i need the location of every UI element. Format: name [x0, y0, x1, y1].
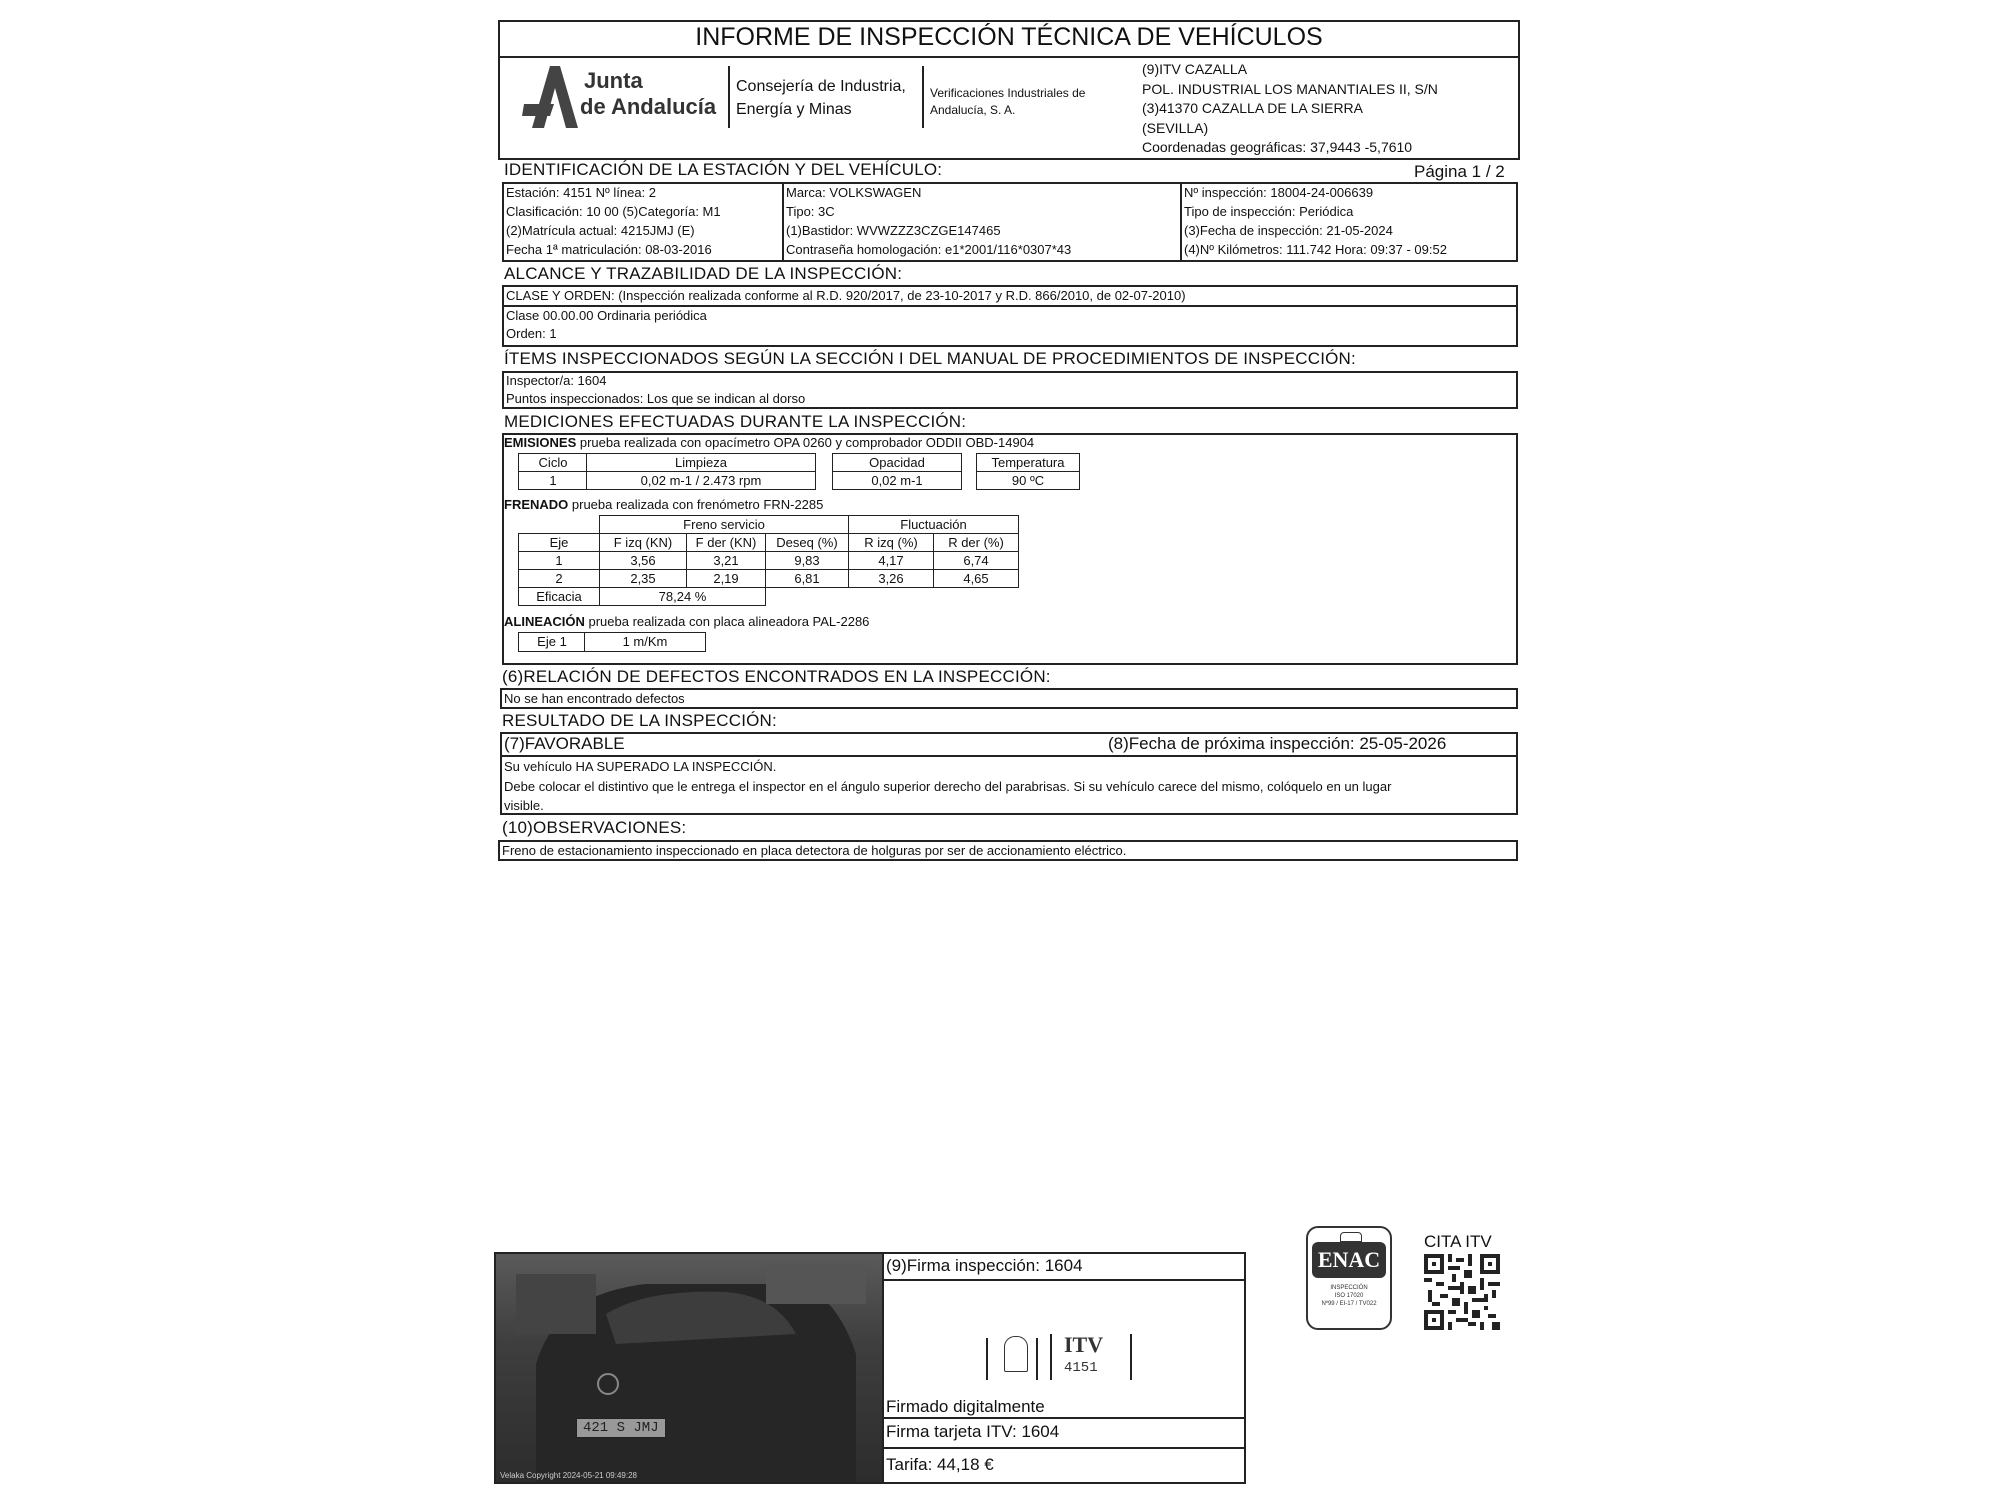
emisiones-text: prueba realizada con opacímetro OPA 0260 y comprobador ODDII OBD-14904: [576, 435, 1035, 450]
id-field: Nº inspección: 18004-24-006639: [1184, 185, 1374, 200]
id-col-divider-2: [1180, 182, 1182, 262]
car-rear-icon: [496, 1254, 884, 1484]
title-divider: [500, 56, 1518, 58]
brake-cell: 3,56: [600, 552, 687, 570]
eficacia-label: Eficacia: [519, 588, 600, 606]
brake-table: [518, 515, 1019, 606]
defects-heading: (6)RELACIÓN DE DEFECTOS ENCONTRADOS EN LA INSPECCIÓN:: [502, 667, 1051, 686]
license-plate: 421 S JMJ: [576, 1418, 666, 1438]
brake-cell: 2: [519, 570, 600, 588]
id-field: (4)Nº Kilómetros: 111.742 Hora: 09:37 - 09:52: [1184, 242, 1447, 257]
emis-value-opacidad: 0,02 m-1: [832, 471, 962, 490]
report-title: INFORME DE INSPECCIÓN TÉCNICA DE VEHÍCULOS: [695, 23, 1323, 51]
tarifa: Tarifa: 44,18 €: [886, 1455, 994, 1474]
stamp-seal-icon: [1004, 1336, 1028, 1372]
brake-header-cell: R der (%): [934, 534, 1019, 552]
firma-inspeccion: (9)Firma inspección: 1604: [886, 1256, 1083, 1275]
emis-value-limpieza: 0,02 m-1 / 2.473 rpm: [586, 471, 816, 490]
measurements-heading: MEDICIONES EFECTUADAS DURANTE LA INSPECCIÓN:: [504, 412, 967, 431]
brake-cell: 2,19: [687, 570, 766, 588]
qr-code-icon[interactable]: [1424, 1254, 1500, 1330]
emis-header-ciclo: Ciclo: [518, 453, 588, 472]
brake-header-cell: R izq (%): [849, 534, 934, 552]
freno-servicio-header: Freno servicio: [600, 516, 849, 534]
result-divider: [500, 755, 1518, 757]
brake-cell: 9,83: [766, 552, 849, 570]
result-next-date: (8)Fecha de próxima inspección: 25-05-2026: [1108, 734, 1447, 753]
items-heading: ÍTEMS INSPECCIONADOS SEGÚN LA SECCIÓN I DEL MANUAL DE PROCEDIMIENTOS DE INSPECCIÓN:: [504, 349, 1356, 368]
scope-orden: Orden: 1: [506, 326, 557, 341]
station-line: POL. INDUSTRIAL LOS MANANTIALES II, S/N: [1142, 80, 1438, 97]
vehicle-photo: [494, 1252, 884, 1484]
enac-title: ENAC: [1312, 1242, 1386, 1278]
id-field: Fecha 1ª matriculación: 08-03-2016: [506, 242, 712, 257]
firmado-digitalmente: Firmado digitalmente: [886, 1397, 1045, 1416]
alineacion-label: ALINEACIÓN: [504, 614, 585, 629]
brake-cell: 6,81: [766, 570, 849, 588]
signature-divider-2: [882, 1417, 1246, 1419]
junta-andalucia-logo-icon: [520, 64, 582, 130]
emis-value-temperatura: 90 ºC: [976, 471, 1080, 490]
observations-text: Freno de estacionamiento inspeccionado en placa detectora de holguras por ser de accionamiento eléctrico.: [502, 843, 1127, 858]
table-row: [519, 570, 1019, 588]
id-field: Contraseña homologación: e1*2001/116*0307*43: [786, 242, 1072, 257]
brake-header-cell: Deseq (%): [766, 534, 849, 552]
crown-icon: [1340, 1232, 1362, 1242]
logo-text-line1: Junta: [584, 68, 643, 93]
logo-divider: [728, 66, 730, 128]
items-inspector: Inspector/a: 1604: [506, 373, 607, 388]
brake-header-cell: F izq (KN): [600, 534, 687, 552]
emis-header-temperatura: Temperatura: [976, 453, 1080, 472]
page-number: Página 1 / 2: [1414, 162, 1505, 181]
id-field: Tipo de inspección: Periódica: [1184, 204, 1354, 219]
consejeria-divider: [922, 66, 924, 128]
enac-logo: [1306, 1226, 1392, 1330]
enac-small-text: ISO 17020: [1334, 1293, 1364, 1299]
brake-header-cell: F der (KN): [687, 534, 766, 552]
consejeria-line1: Consejería de Industria,: [736, 78, 906, 95]
emisiones-line: [504, 434, 1034, 451]
frenado-label: FRENADO: [504, 497, 569, 512]
brake-cell: 6,74: [934, 552, 1019, 570]
enac-small-text: Nº99 / EI-17 / TV022: [1321, 1301, 1377, 1307]
table-row: [519, 552, 1019, 570]
result-line2: Debe colocar el distintivo que le entrega el inspector en el ángulo superior derecho del parabrisas. Si su vehículo carece del mismo, colóquelo en un lugar: [504, 779, 1392, 794]
brake-cell: 4,65: [934, 570, 1019, 588]
enac-small-text: INSPECCIÓN: [1330, 1285, 1368, 1291]
id-field: (2)Matrícula actual: 4215JMJ (E): [506, 223, 695, 238]
eficacia-value: 78,24 %: [600, 588, 766, 606]
emis-header-opacidad: Opacidad: [832, 453, 962, 472]
logo-text-line2: de Andalucía: [580, 94, 717, 119]
station-line: (3)41370 CAZALLA DE LA SIERRA: [1142, 100, 1363, 116]
defects-text: No se han encontrado defectos: [504, 691, 685, 706]
station-line: Coordenadas geográficas: 37,9443 -5,7610: [1142, 139, 1413, 155]
eje-value: 1 m/Km: [584, 632, 706, 652]
identification-col3: [1184, 183, 1447, 259]
brake-cell: 3,21: [687, 552, 766, 570]
alineacion-text: prueba realizada con placa alineadora PAL-2286: [584, 614, 870, 629]
brake-header-cell: Eje: [519, 534, 600, 552]
signature-divider-3: [882, 1447, 1246, 1449]
items-puntos: Puntos inspeccionados: Los que se indican al dorso: [506, 391, 806, 406]
consejeria-line2: Energía y Minas: [736, 101, 852, 118]
result-line1: Su vehículo HA SUPERADO LA INSPECCIÓN.: [504, 759, 777, 774]
eje-label: Eje 1: [518, 632, 586, 652]
frenado-text: prueba realizada con frenómetro FRN-2285: [568, 497, 824, 512]
cita-itv-label: CITA ITV: [1424, 1232, 1492, 1251]
station-line: (SEVILLA): [1142, 119, 1209, 136]
firma-tarjeta: Firma tarjeta ITV: 1604: [886, 1422, 1060, 1441]
scope-clase: Clase 00.00.00 Ordinaria periódica: [506, 308, 707, 323]
emis-header-limpieza: Limpieza: [586, 453, 816, 472]
id-col-divider-1: [782, 182, 784, 262]
verif-line2: Andalucía, S. A.: [930, 103, 1016, 117]
fluctuacion-header: Fluctuación: [849, 516, 1019, 534]
station-address: [1142, 60, 1438, 158]
scope-heading: ALCANCE Y TRAZABILIDAD DE LA INSPECCIÓN:: [504, 264, 903, 283]
result-status: (7)FAVORABLE: [504, 734, 625, 753]
observations-heading: (10)OBSERVACIONES:: [502, 818, 687, 837]
id-field: Marca: VOLKSWAGEN: [786, 185, 922, 200]
identification-heading: IDENTIFICACIÓN DE LA ESTACIÓN Y DEL VEHÍCULO:: [504, 160, 943, 179]
id-field: Estación: 4151 Nº línea: 2: [506, 185, 657, 200]
frenado-line: [504, 496, 823, 513]
brake-cell: 4,17: [849, 552, 934, 570]
emis-value-ciclo: 1: [518, 471, 588, 490]
brake-cell: 3,26: [849, 570, 934, 588]
id-field: Tipo: 3C: [786, 204, 835, 219]
result-line3: visible.: [504, 798, 544, 813]
id-field: Clasificación: 10 00 (5)Categoría: M1: [506, 204, 721, 219]
id-field: (1)Bastidor: WVWZZZ3CZGE147465: [786, 223, 1001, 238]
brake-cell: 2,35: [600, 570, 687, 588]
id-field: (3)Fecha de inspección: 21-05-2024: [1184, 223, 1393, 238]
signature-divider-1: [882, 1279, 1246, 1281]
itv-stamp: [986, 1330, 1136, 1386]
verif-line1: Verificaciones Industriales de: [930, 86, 1086, 100]
stamp-itv-label: ITV: [1064, 1332, 1104, 1357]
stamp-number: 4151: [1064, 1360, 1098, 1376]
alineacion-line: [504, 613, 869, 630]
identification-col1: [506, 183, 721, 259]
station-line: (9)ITV CAZALLA: [1142, 61, 1248, 77]
identification-col2: [786, 183, 1071, 259]
scope-clase-orden: CLASE Y ORDEN: (Inspección realizada conforme al R.D. 920/2017, de 23-10-2017 y R.D. 866/2010, de 02-07-2010): [506, 288, 1186, 303]
brake-cell: 1: [519, 552, 600, 570]
result-heading: RESULTADO DE LA INSPECCIÓN:: [502, 711, 777, 730]
photo-caption: Velaka Copyright 2024-05-21 09:49:28: [500, 1471, 637, 1480]
emisiones-label: EMISIONES: [504, 435, 577, 450]
